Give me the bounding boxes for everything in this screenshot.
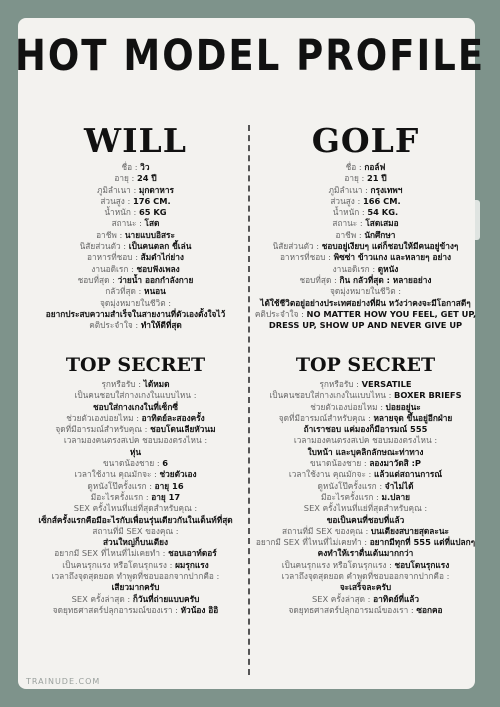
info-row [23,275,248,286]
info-label: ดูหนังโป๊ครั้งแรก : [87,480,153,491]
info-row [253,571,478,582]
info-row [23,309,248,320]
info-label: ขนาดน้องชาย : [310,458,367,469]
info-value: ก็วันที่ถ่ายแบบครับ [132,593,200,604]
info-row [23,413,248,424]
info-row [23,594,248,605]
model-name-left: WILL [84,121,187,160]
info-row [253,320,478,331]
info-value: นายแบบอิสระ [124,229,175,240]
info-label: น้ำหนัก : [332,207,365,218]
info-row [253,162,478,173]
info-row [253,435,478,446]
info-row [253,526,478,537]
info-value: หัวน้อง อิอิ [180,604,219,615]
info-row [23,492,248,503]
info-value: ทำให้ดีที่สุด [140,320,182,331]
secret-list-left [23,379,248,616]
info-row [253,230,478,241]
info-row [253,241,478,252]
info-label: ดูหนังโป๊ครั้งแรก : [317,480,383,491]
info-label: SEX ครั้งล่าสุด : [71,593,131,604]
info-value: ผมรุกแรง [175,559,209,570]
info-value: หนอน [143,286,166,297]
info-label: สถานะ : [111,218,142,229]
info-value: อยากมีทุกที่ 555 แต่ที่แปลกๆ [369,537,476,548]
info-row [23,435,248,446]
info-row [253,185,478,196]
info-label: มีอะไรครั้งแรก : [90,491,149,502]
info-row [253,481,478,492]
info-value: 65 KG [138,207,167,218]
info-row [253,275,478,286]
info-row [23,605,248,616]
info-value: นักศึกษา [364,229,396,240]
info-label: อยากมี SEX ที่ไหนที่ไม่เคยทำ : [54,548,166,559]
info-label: รุกหรือรับ : [101,379,141,389]
info-label: เป็นคนรุกแรง หรือโดนรุกแรง : [62,559,173,570]
info-row [23,458,248,469]
info-row [253,458,478,469]
info-value: ขอเป็นคนที่ชอบที่แล้ว [326,514,405,525]
info-row [23,185,248,196]
info-row [23,241,248,252]
info-value: ชอบใส่กางเกงในที่เซ็กซี่ [93,401,178,412]
info-row [23,571,248,582]
info-label: คติประจำใจ : [254,308,304,319]
info-value: บ่อยอยู่นะ [385,401,421,412]
info-value: แล้วแต่สถานการณ์ [373,469,443,480]
profile-list-right [253,162,478,331]
info-value: 24 ปี [136,173,157,184]
info-value: ชอบฟังเพลง [136,263,180,274]
info-row [253,298,478,309]
info-value: 166 CM. [362,195,401,206]
info-value: VERSATILE [361,379,412,389]
right-secret-column [253,353,478,616]
info-label: SEX ครั้งไหนที่แย่ที่สุดสำหรับคุณ : [303,503,428,514]
info-value: ได้ใช้ชีวิตอยู่อย่างประเทศอย่างที่ฝัน หวังว่าคงจะมีโอกาสดีๆ [260,297,471,308]
info-value: โสด [144,218,160,229]
info-value: ม.ปลาย [381,491,410,502]
info-label: ชอบที่สุด : [77,274,115,285]
info-row [253,264,478,275]
info-row [23,264,248,275]
info-row [23,424,248,435]
info-label: จดยุทธศาสตร์ปลุกอารมณ์ของเรา : [52,604,178,615]
info-label: น้ำหนัก : [104,207,137,218]
info-label: อาชีพ : [335,229,362,240]
info-value: อยากประสบความสำเร็จในสายงานที่ตัวเองตั้งใจไว้ [45,308,226,319]
page-title: HOT MODEL PROFILE [14,30,486,81]
info-row [23,252,248,263]
info-label: เป็นคนชอบใส่กางเกงในแบบไหน : [269,390,392,401]
info-row [253,492,478,503]
secret-title-left: TOP SECRET [65,354,206,376]
info-row [23,582,248,593]
info-label: อายุ : [344,173,365,184]
info-value: ลองมาวัดสิ :P [369,458,421,469]
info-row [23,481,248,492]
info-value: เซ็กส์ครั้งแรกคือมีอะไรกับเพื่อนรุ่นเดียวกันในเต็นท์ที่สุด [38,514,233,525]
info-row [23,515,248,526]
info-row [253,286,478,297]
info-label: อยากมี SEX ที่ไหนที่ไม่เคยทำ : [255,537,368,548]
info-label: เป็นคนรุกแรง หรือโดนรุกแรง : [281,559,392,570]
watermark: TRAINUDE.COM [26,677,101,686]
info-row [253,173,478,184]
info-label: จุดมุ่งหมายในชีวิต : [99,297,172,308]
info-value: คงทำให้เราตื่นเต้นมากกว่า [317,548,414,559]
info-label: ชอบที่สุด : [299,274,337,285]
info-label: มีอะไรครั้งแรก : [321,491,379,502]
info-value: ชอบเอาท์ดอร์ [168,548,217,559]
profile-list-left [23,162,248,331]
info-label: ช่วยตัวเองบ่อยไหม : [310,401,383,412]
info-label: ช่วยตัวเองบ่อยไหม : [66,412,140,423]
info-row [23,286,248,297]
info-row [23,537,248,548]
info-label: เวลาใช้งาน คุณมักจะ : [288,469,372,480]
info-label: จุดมุ่งหมายในชีวิต : [329,286,402,297]
info-label: เวลาถึงจุดสุดยอด คำพูดที่ชอบออกจากปากคือ : [281,571,450,582]
info-row [253,594,478,605]
info-row [23,379,248,390]
info-value: ชอบอยู่เงียบๆ แต่ก็ชอบให้มีคนอยู่ข้างๆ [321,241,459,252]
info-value: 21 ปี [366,173,387,184]
info-value: บนเตียงสบายสุดละนะ [370,525,449,536]
info-row [253,447,478,458]
info-value: กิน กลัวที่สุด : หลายอย่าง [339,274,432,285]
info-value: ส้มตำไก่ย่าง [140,252,184,263]
info-label: เวลาถึงจุดสุดยอด ทำพูดที่ชอบออกจากปากคือ : [51,571,220,582]
info-value: อาทิตย์ละสองครั้ง [141,412,205,423]
info-value: เป็นคนตลก ขี้เล่น [128,241,192,252]
model-name-right: GOLF [311,121,420,160]
info-label: SEX ครั้งไหนที่แย่ที่สุดสำหรับคุณ : [73,503,198,514]
left-profile-column [23,121,248,331]
info-value: กรุงเทพฯ [370,184,403,195]
info-label: ชื่อ : [345,162,362,172]
info-value: อายุ 16 [154,480,184,491]
info-label: เวลามองคนตรงสเปค ชอบมองตรงไหน : [293,435,438,446]
info-value: อาทิตย์ที่แล้ว [373,593,420,604]
info-label: ส่วนสูง : [330,195,361,206]
info-value: ดูหนัง [377,263,399,274]
info-value: 6 [162,458,169,469]
info-row [23,298,248,309]
info-label: ภูมิลำเนา : [96,184,137,195]
info-value: 176 CM. [132,195,171,206]
info-row [253,413,478,424]
info-row [23,207,248,218]
info-label: ส่วนสูง : [100,195,131,206]
info-row [23,196,248,207]
info-value: ถ้าเราชอบ แค่มองก็มีอารมณ์ 555 [303,424,428,435]
info-value: 54 KG. [367,207,399,218]
info-row [253,560,478,571]
info-row [253,605,478,616]
right-profile-column [253,121,478,331]
info-value: ชอบโดนเลียหัวนม [150,424,216,435]
info-label: อาชีพ : [96,229,123,240]
info-value: วิว [140,162,150,172]
info-row [253,515,478,526]
info-row [253,469,478,480]
info-label: กลัวที่สุด : [105,286,142,297]
info-value: มุกดาหาร [138,184,175,195]
info-row [23,560,248,571]
info-row [23,548,248,559]
info-row [23,162,248,173]
info-value: จะเสร็จละครับ [339,582,392,593]
info-label: อายุ : [114,173,135,184]
info-row [253,582,478,593]
info-row [23,402,248,413]
info-row [253,207,478,218]
info-value: ใบหน้า และบุคลิกลักษณะท่าทาง [307,446,424,457]
info-row [23,320,248,331]
info-value: หุ่น [129,446,142,457]
info-row [253,379,478,390]
info-value: ซอกคอ [416,604,443,615]
info-value: BOXER BRIEFS [394,390,462,401]
info-row [23,447,248,458]
info-value: โสดเสมอ [365,218,399,229]
left-secret-column [23,353,248,616]
info-label: สถานที่มี SEX ของคุณ : [92,525,179,536]
info-row [23,218,248,229]
secret-list-right [253,379,478,616]
info-value: พิซซ่า ข้าวแกง และหลายๆ อย่าง [333,252,452,263]
info-row [253,537,478,548]
info-value: อายุ 17 [151,491,181,502]
info-value: ชอบโดนรุกแรง [394,559,450,570]
info-label: เวลามองคนตรงสเปค ชอบมองตรงไหน : [63,435,208,446]
info-label: เป็นคนชอบใส่กางเกงในแบบไหน : [74,390,197,401]
info-row [253,503,478,514]
info-label: งานอดิเรก : [91,263,134,274]
info-label: จุดที่มีอารมณ์สำหรับคุณ : [55,424,148,435]
info-label: นิสัยส่วนตัว : [79,241,127,252]
info-label: ชื่อ : [121,162,138,172]
info-label: สถานที่มี SEX ของคุณ : [282,525,369,536]
info-row [23,173,248,184]
info-value: NO MATTER HOW YOU FEEL, GET UP, [306,308,477,319]
info-row [253,390,478,401]
info-row [23,503,248,514]
info-row [253,309,478,320]
info-value: DRESS UP, SHOW UP AND NEVER GIVE UP [268,320,463,331]
info-row [23,526,248,537]
info-value: จำไม่ได้ [384,480,414,491]
info-value: เสียวมากครับ [111,582,160,593]
info-row [23,230,248,241]
info-value: ช่วยตัวเอง [159,469,197,480]
info-value: ว่ายน้ำ ออกกำลังกาย [117,274,194,285]
info-label: อาหารที่ชอบ : [279,252,331,263]
column-divider [248,125,250,675]
secret-title-right: TOP SECRET [295,354,436,376]
info-label: นิสัยส่วนตัว : [272,241,320,252]
info-label: จุดที่มีอารมณ์สำหรับคุณ : [278,412,371,423]
info-label: อาหารที่ชอบ : [86,252,138,263]
info-value: ส่วนใหญ่ก็บนเตียง [102,537,169,548]
info-row [253,218,478,229]
info-label: คติประจำใจ : [89,320,139,331]
info-row [253,548,478,559]
info-label: ขนาดน้องชาย : [102,458,160,469]
info-value: กอล์ฟ [364,162,386,172]
info-label: ภูมิลำเนา : [328,184,368,195]
info-label: สถานะ : [332,218,363,229]
info-row [253,424,478,435]
info-label: งานอดิเรก : [332,263,376,274]
info-label: เวลาใช้งาน คุณมักจะ : [74,469,157,480]
info-value: หลายจุด ขึ้นอยู่อีกฝ่าย [373,412,453,423]
info-row [253,402,478,413]
info-row [23,390,248,401]
info-row [23,469,248,480]
info-label: รุกหรือรับ : [319,379,359,389]
info-label: จดยุทธศาสตร์ปลุกอารมณ์ของเรา : [288,604,414,615]
info-row [253,196,478,207]
info-label: SEX ครั้งล่าสุด : [311,593,371,604]
info-row [253,252,478,263]
info-value: ได้หมด [143,379,170,389]
